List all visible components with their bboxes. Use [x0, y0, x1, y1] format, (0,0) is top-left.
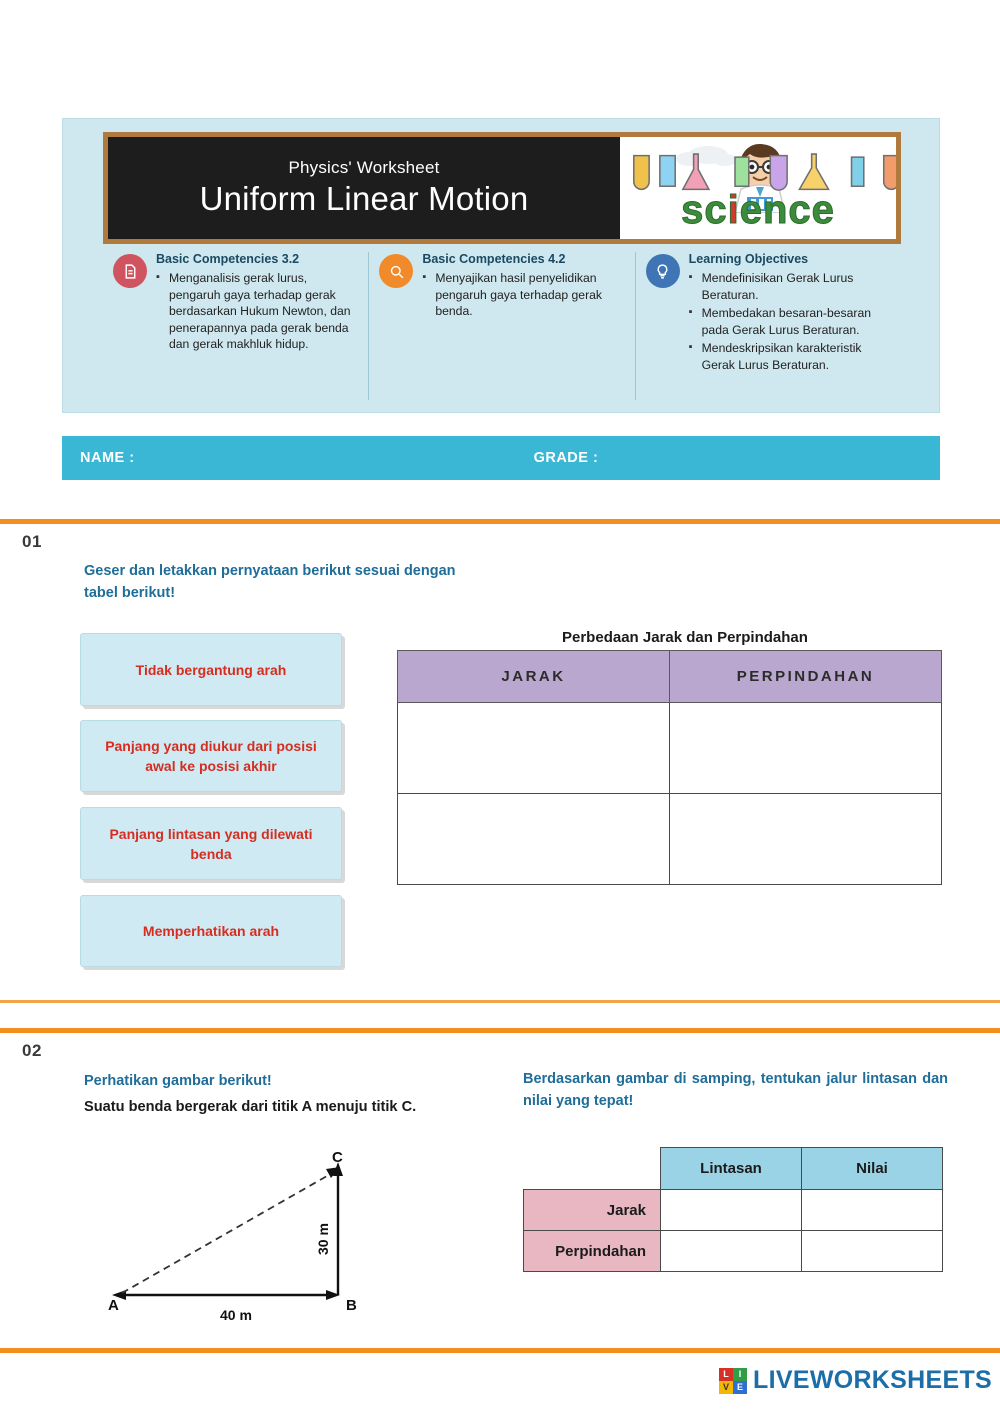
header-banner: [62, 118, 940, 413]
science-illustration: [620, 137, 896, 239]
comparison-table-title: Perbedaan Jarak dan Perpindahan: [562, 629, 808, 646]
figure-label-a: A: [108, 1297, 119, 1314]
liveworksheets-logo-icon: [719, 1368, 747, 1394]
badge-letter-l: L: [719, 1368, 733, 1381]
section-1-number: 01: [22, 532, 42, 551]
column-header-lintasan: Lintasan: [661, 1148, 802, 1190]
draggable-card-1[interactable]: Tidak bergantung arah: [80, 633, 342, 706]
title-frame: [103, 132, 901, 244]
science-word-dot: i: [727, 188, 740, 232]
column-header-jarak: JARAK: [398, 651, 670, 703]
drop-zone-jarak-1[interactable]: [398, 703, 670, 794]
column-header-perpindahan: PERPINDAHAN: [670, 651, 942, 703]
section-1-end-divider: [0, 1000, 1000, 1003]
section-1-instruction: Geser dan letakkan pernyataan berikut sesuai dengan tabel berikut!: [84, 563, 456, 601]
drop-zone-perpindahan-2[interactable]: [670, 794, 942, 885]
competency-heading: Basic Competencies 3.2: [156, 252, 300, 266]
table-row: [524, 1231, 943, 1272]
answer-jarak-lintasan[interactable]: [661, 1190, 802, 1231]
drop-zone-perpindahan-1[interactable]: [670, 703, 942, 794]
document-icon: [113, 254, 147, 288]
answer-perpindahan-lintasan[interactable]: [661, 1231, 802, 1272]
science-wordmark: [620, 188, 896, 233]
badge-letter-i: I: [733, 1368, 747, 1381]
figure-label-vertical: 30 m: [315, 1223, 331, 1255]
competency-item: ▪ Mendeskripsikan karakteristik Gerak Lurus Beraturan.: [689, 340, 891, 373]
figure-label-b: B: [346, 1297, 357, 1314]
row-label-jarak: Jarak: [524, 1190, 661, 1231]
triangle-diagram: [100, 1150, 390, 1325]
competency-item: ▪ Menyajikan hasil penyelidikan pengaruh gaya terhadap gerak benda.: [422, 270, 624, 320]
row-label-perpindahan: Perpindahan: [524, 1231, 661, 1272]
identity-bar: [62, 436, 940, 480]
liveworksheets-brand: LIVEWORKSHEETS: [753, 1366, 992, 1394]
draggable-card-4[interactable]: Memperhatikan arah: [80, 895, 342, 967]
competency-heading: Learning Objectives: [688, 252, 809, 266]
draggable-card-3[interactable]: Panjang lintasan yang dilewati benda: [80, 807, 342, 880]
comparison-table: [397, 650, 942, 885]
table-row: [398, 794, 942, 885]
figure-label-horizontal: 40 m: [220, 1307, 252, 1323]
competency-block-2: [368, 252, 634, 400]
column-header-nilai: Nilai: [802, 1148, 943, 1190]
badge-letter-v: V: [719, 1381, 733, 1394]
science-word-right: ence: [739, 188, 835, 232]
section-2-divider: [0, 1028, 1000, 1033]
science-word-left: sc: [681, 188, 728, 232]
section-1-divider: [0, 519, 1000, 524]
worksheet-title: Uniform Linear Motion: [199, 180, 529, 217]
liveworksheets-footer[interactable]: [719, 1366, 992, 1395]
section-2-end-divider: [0, 1348, 1000, 1353]
competencies-row: [103, 252, 901, 400]
column-header-blank: [524, 1148, 661, 1190]
grade-label: GRADE :: [533, 450, 599, 466]
competency-item: ▪ Mendefinisikan Gerak Lurus Beraturan.: [689, 270, 891, 303]
section-2-number: 02: [22, 1041, 42, 1060]
section-2-right-prompt: Berdasarkan gambar di samping, tentukan jalur lintasan dan nilai yang tepat!: [523, 1071, 948, 1109]
title-block: [108, 137, 620, 239]
draggable-card-2[interactable]: Panjang yang diukur dari posisi awal ke posisi akhir: [80, 720, 342, 792]
competency-heading: Basic Competencies 4.2: [422, 252, 566, 266]
drop-zone-jarak-2[interactable]: [398, 794, 670, 885]
section-2-left-prompt: Perhatikan gambar berikut!: [84, 1073, 272, 1089]
answer-perpindahan-nilai[interactable]: [802, 1231, 943, 1272]
competency-block-3: [635, 252, 901, 400]
answer-table: [523, 1147, 943, 1272]
section-2-left-text: Suatu benda bergerak dari titik A menuju titik C.: [84, 1099, 417, 1115]
lightbulb-icon: [646, 254, 680, 288]
table-header-row: [524, 1148, 943, 1190]
name-label: NAME :: [80, 450, 135, 466]
table-row: [398, 703, 942, 794]
answer-jarak-nilai[interactable]: [802, 1190, 943, 1231]
badge-letter-e: E: [733, 1381, 747, 1394]
magnifier-icon: [379, 254, 413, 288]
competency-block-1: [103, 252, 368, 400]
table-header-row: [398, 651, 942, 703]
competency-item: ▪ Membedakan besaran-besaran pada Gerak Lurus Beraturan.: [689, 305, 891, 338]
figure-label-c: C: [332, 1150, 343, 1166]
competency-item: ▪ Menganalisis gerak lurus, pengaruh gaya terhadap gerak berdasarkan Hukum Newton, dan penerapannya pada gerak benda dan gerak makhluk hidup.: [156, 270, 358, 353]
table-row: [524, 1190, 943, 1231]
worksheet-subtitle: Physics' Worksheet: [288, 158, 440, 177]
